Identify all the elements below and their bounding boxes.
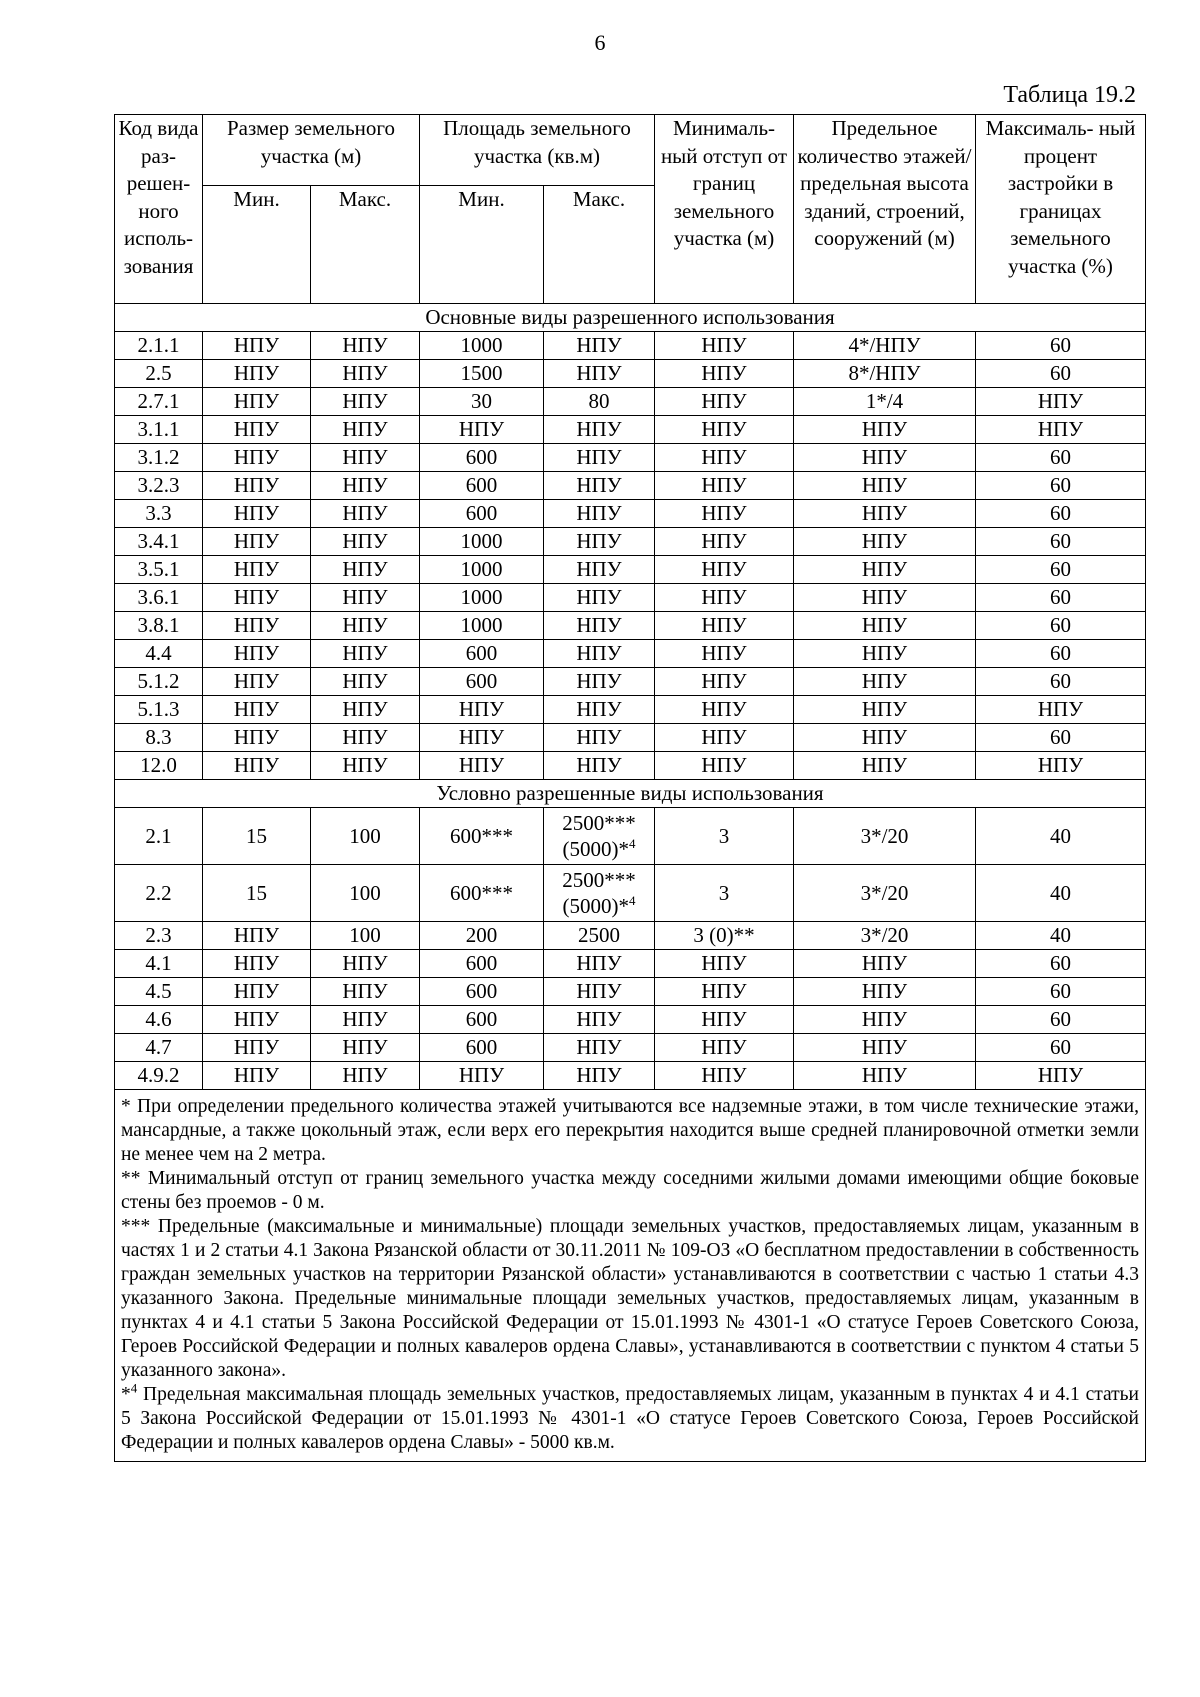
cell-max-area: НПУ: [544, 640, 655, 668]
table-row: [115, 472, 1146, 500]
cell-floors: 8*/НПУ: [794, 360, 976, 388]
cell-indent: НПУ: [655, 388, 794, 416]
table-row: [115, 500, 1146, 528]
cell-max-size: НПУ: [311, 1034, 420, 1062]
cell-indent: НПУ: [655, 1006, 794, 1034]
cell-floors: 4*/НПУ: [794, 332, 976, 360]
cell-floors: 1*/4: [794, 388, 976, 416]
cell-max-size: НПУ: [311, 752, 420, 780]
cell-min-area: 1000: [420, 332, 544, 360]
cell-min-size: НПУ: [203, 1034, 311, 1062]
cell-code: 5.1.2: [115, 668, 203, 696]
cell-floors: НПУ: [794, 696, 976, 724]
table-row: [115, 922, 1146, 950]
cell-floors: 3*/20: [794, 922, 976, 950]
cell-max-area: НПУ: [544, 950, 655, 978]
cell-floors: 3*/20: [794, 865, 976, 922]
footnote-mark: 4: [629, 836, 636, 851]
cell-code: 3.8.1: [115, 612, 203, 640]
cell-max-size: НПУ: [311, 1006, 420, 1034]
cell-max-area: НПУ: [544, 696, 655, 724]
cell-max-area: НПУ: [544, 332, 655, 360]
cell-min-size: НПУ: [203, 752, 311, 780]
cell-min-area: 600: [420, 978, 544, 1006]
table-row: [115, 360, 1146, 388]
cell-max-size: 100: [311, 922, 420, 950]
cell-floors: 3*/20: [794, 808, 976, 865]
section-conditional: Условно разрешенные виды использования: [115, 780, 1146, 808]
cell-floors: НПУ: [794, 528, 976, 556]
cell-floors: НПУ: [794, 950, 976, 978]
cell-percent: 60: [976, 472, 1146, 500]
cell-indent: 3: [655, 808, 794, 865]
cell-indent: НПУ: [655, 472, 794, 500]
footnotes: [115, 1090, 1146, 1462]
cell-indent: НПУ: [655, 584, 794, 612]
cell-indent: НПУ: [655, 528, 794, 556]
table-row: [115, 978, 1146, 1006]
max-area-line-1: 2500***: [562, 811, 636, 835]
cell-max-size: НПУ: [311, 416, 420, 444]
cell-min-area: 600: [420, 500, 544, 528]
cell-floors: НПУ: [794, 668, 976, 696]
cell-min-area: 600***: [420, 865, 544, 922]
cell-max-area: НПУ: [544, 978, 655, 1006]
cell-max-size: НПУ: [311, 724, 420, 752]
cell-indent: НПУ: [655, 612, 794, 640]
cell-max-area: НПУ: [544, 416, 655, 444]
cell-min-size: НПУ: [203, 668, 311, 696]
table-row: [115, 752, 1146, 780]
table-row: [115, 556, 1146, 584]
cell-code: 3.3: [115, 500, 203, 528]
cell-floors: НПУ: [794, 640, 976, 668]
cell-min-area: НПУ: [420, 416, 544, 444]
cell-code: 8.3: [115, 724, 203, 752]
cell-min-size: НПУ: [203, 640, 311, 668]
page-number: 6: [594, 30, 606, 55]
cell-max-area: НПУ: [544, 752, 655, 780]
cell-percent: 60: [976, 360, 1146, 388]
footnote-1: * При определении предельного количества этажей учитываются все надземные этажи, в том числе технические этажи, мансардные, а также цокольный этаж, если верх его перекрытия находится выше средней планировочной отметки земли не менее чем на 2 метра.: [121, 1096, 1139, 1165]
table-row: [115, 388, 1146, 416]
cell-code: 2.2: [115, 865, 203, 922]
cell-min-size: 15: [203, 865, 311, 922]
table-row: [115, 668, 1146, 696]
cell-code: 2.5: [115, 360, 203, 388]
header-floors: Предельное количество этажей/ предельная высота зданий, строений, сооружений (м): [794, 115, 976, 304]
cell-min-size: НПУ: [203, 332, 311, 360]
cell-max-size: НПУ: [311, 584, 420, 612]
cell-code: 3.2.3: [115, 472, 203, 500]
footnote-4: [121, 1380, 1139, 1455]
cell-percent: 40: [976, 865, 1146, 922]
cell-max-size: НПУ: [311, 696, 420, 724]
footnote-4-prefix: *: [121, 1384, 131, 1405]
cell-code: 3.5.1: [115, 556, 203, 584]
cell-max-size: 100: [311, 808, 420, 865]
cell-min-size: НПУ: [203, 444, 311, 472]
cell-min-area: 600: [420, 1034, 544, 1062]
cell-min-area: 600***: [420, 808, 544, 865]
max-area-line-2: (5000)*: [562, 837, 629, 861]
footnote-3: *** Предельные (максимальные и минимальные) площади земельных участков, предоставляемых лицам, указанным в частях 1 и 2 статьи 4.1 Закона Рязанской области от 30.11.2011 № 109-ОЗ «О бесплатном предоставлении в собственность граждан земельных участков на территории Рязанской области» устанавливаются в соответствии с частью 1 статьи 4.3 указанного Закона. Предельные минимальные площади земельных участков, предоставляемых лицам, указанным в пунктах 4 и 4.1 статьи 5 Закона Российской Федерации от 15.01.1993 № 4301-1 «О статусе Героев Советского Союза, Героев Российской Федерации и полных кавалеров ордена Славы», устанавливаются в соответствии с пунктом 4 статьи 5 указанного закона».: [121, 1216, 1139, 1381]
cell-indent: НПУ: [655, 360, 794, 388]
cell-code: 3.6.1: [115, 584, 203, 612]
cell-min-size: НПУ: [203, 584, 311, 612]
cell-percent: 60: [976, 640, 1146, 668]
cell-min-size: НПУ: [203, 696, 311, 724]
cell-indent: НПУ: [655, 640, 794, 668]
footnote-mark: 4: [629, 893, 636, 908]
cell-min-size: НПУ: [203, 528, 311, 556]
cell-min-area: 600: [420, 444, 544, 472]
cell-max-size: НПУ: [311, 388, 420, 416]
cell-max-size: НПУ: [311, 668, 420, 696]
cell-min-area: 1000: [420, 528, 544, 556]
cell-max-area: НПУ: [544, 1006, 655, 1034]
cell-min-size: НПУ: [203, 388, 311, 416]
cell-code: 4.5: [115, 978, 203, 1006]
cell-percent: 60: [976, 332, 1146, 360]
cell-floors: НПУ: [794, 1062, 976, 1090]
table-row: [115, 1006, 1146, 1034]
cell-max-area: НПУ: [544, 668, 655, 696]
cell-max-area: 2500: [544, 922, 655, 950]
cell-min-size: 15: [203, 808, 311, 865]
footnote-4-mark: 4: [130, 1380, 138, 1396]
cell-floors: НПУ: [794, 724, 976, 752]
cell-max-area: НПУ: [544, 612, 655, 640]
cell-floors: НПУ: [794, 444, 976, 472]
cell-min-area: 30: [420, 388, 544, 416]
header-size-group: Размер земельного участка (м): [203, 115, 420, 186]
regulations-table: [114, 114, 1146, 1462]
cell-floors: НПУ: [794, 584, 976, 612]
table-caption: Таблица 19.2: [1003, 82, 1136, 108]
cell-indent: НПУ: [655, 978, 794, 1006]
cell-min-area: 600: [420, 950, 544, 978]
cell-min-size: НПУ: [203, 1006, 311, 1034]
cell-indent: НПУ: [655, 696, 794, 724]
cell-min-area: 600: [420, 1006, 544, 1034]
cell-max-size: НПУ: [311, 1062, 420, 1090]
cell-min-area: 1500: [420, 360, 544, 388]
cell-max-size: НПУ: [311, 556, 420, 584]
cell-floors: НПУ: [794, 612, 976, 640]
cell-indent: НПУ: [655, 416, 794, 444]
cell-min-area: 1000: [420, 612, 544, 640]
cell-min-size: НПУ: [203, 1062, 311, 1090]
cell-code: 4.1: [115, 950, 203, 978]
cell-indent: НПУ: [655, 752, 794, 780]
cell-percent: 60: [976, 500, 1146, 528]
cell-percent: 60: [976, 668, 1146, 696]
header-area-min: Мин.: [420, 186, 544, 304]
cell-code: 2.1: [115, 808, 203, 865]
cell-min-size: НПУ: [203, 500, 311, 528]
cell-floors: НПУ: [794, 556, 976, 584]
table-row: [115, 528, 1146, 556]
cell-max-size: НПУ: [311, 360, 420, 388]
cell-min-area: 600: [420, 472, 544, 500]
header-size-min: Мин.: [203, 186, 311, 304]
header-area-group: Площадь земельного участка (кв.м): [420, 115, 655, 186]
max-area-line-1: 2500***: [562, 868, 636, 892]
cell-max-size: НПУ: [311, 978, 420, 1006]
cell-max-size: НПУ: [311, 472, 420, 500]
cell-min-area: 1000: [420, 584, 544, 612]
cell-percent: 40: [976, 808, 1146, 865]
table-row: [115, 950, 1146, 978]
cell-max-area: НПУ: [544, 472, 655, 500]
table-row: [115, 1034, 1146, 1062]
cell-indent: 3: [655, 865, 794, 922]
cell-indent: НПУ: [655, 556, 794, 584]
cell-max-area: НПУ: [544, 444, 655, 472]
cell-max-area: 80: [544, 388, 655, 416]
cell-code: 4.4: [115, 640, 203, 668]
cell-min-size: НПУ: [203, 472, 311, 500]
cell-percent: 60: [976, 1006, 1146, 1034]
header-size-max: Макс.: [311, 186, 420, 304]
cell-min-area: 200: [420, 922, 544, 950]
cell-code: 5.1.3: [115, 696, 203, 724]
table-row: [115, 696, 1146, 724]
cell-max-size: НПУ: [311, 612, 420, 640]
cell-code: 3.4.1: [115, 528, 203, 556]
cell-max-area: [544, 865, 655, 922]
cell-code: 2.3: [115, 922, 203, 950]
cell-max-area: НПУ: [544, 360, 655, 388]
cell-min-area: НПУ: [420, 696, 544, 724]
cell-max-area: НПУ: [544, 1034, 655, 1062]
cell-percent: 60: [976, 556, 1146, 584]
cell-percent: 60: [976, 1034, 1146, 1062]
cell-percent: 60: [976, 950, 1146, 978]
cell-code: 4.6: [115, 1006, 203, 1034]
cell-percent: 60: [976, 444, 1146, 472]
cell-code: 4.9.2: [115, 1062, 203, 1090]
cell-percent: НПУ: [976, 696, 1146, 724]
cell-indent: НПУ: [655, 1062, 794, 1090]
cell-indent: НПУ: [655, 668, 794, 696]
cell-code: 12.0: [115, 752, 203, 780]
table-row: [115, 444, 1146, 472]
table-row: [115, 612, 1146, 640]
table-row: [115, 640, 1146, 668]
cell-min-size: НПУ: [203, 724, 311, 752]
cell-min-area: 600: [420, 668, 544, 696]
footnote-4-text: Предельная максимальная площадь земельных участков, предоставляемых лицам, указанным в пунктах 4 и 4.1 статьи 5 Закона Российской Федерации от 15.01.1993 № 4301-1 «О статусе Героев Советского Союза, Героев Российской Федерации и полных кавалеров ордена Славы» - 5000 кв.м.: [121, 1384, 1139, 1453]
cell-code: 3.1.2: [115, 444, 203, 472]
cell-floors: НПУ: [794, 978, 976, 1006]
cell-indent: НПУ: [655, 724, 794, 752]
header-percent: Максималь- ный процент застройки в границах земельного участка (%): [976, 115, 1146, 304]
cell-code: 4.7: [115, 1034, 203, 1062]
cell-floors: НПУ: [794, 500, 976, 528]
cell-percent: 40: [976, 922, 1146, 950]
header-area-max: Макс.: [544, 186, 655, 304]
cell-max-area: НПУ: [544, 556, 655, 584]
cell-min-area: 600: [420, 640, 544, 668]
cell-min-size: НПУ: [203, 612, 311, 640]
cell-floors: НПУ: [794, 472, 976, 500]
cell-min-area: НПУ: [420, 1062, 544, 1090]
cell-max-area: НПУ: [544, 584, 655, 612]
footnote-2: ** Минимальный отступ от границ земельного участка между соседними жилыми домами имеющими общие боковые стены без проемов - 0 м.: [121, 1168, 1139, 1213]
cell-indent: 3 (0)**: [655, 922, 794, 950]
table-row: [115, 584, 1146, 612]
cell-percent: 60: [976, 528, 1146, 556]
table-row: [115, 724, 1146, 752]
cell-max-size: НПУ: [311, 500, 420, 528]
cell-indent: НПУ: [655, 444, 794, 472]
cell-max-area: НПУ: [544, 500, 655, 528]
cell-percent: НПУ: [976, 1062, 1146, 1090]
cell-max-size: НПУ: [311, 528, 420, 556]
cell-percent: 60: [976, 584, 1146, 612]
cell-min-area: НПУ: [420, 724, 544, 752]
cell-max-size: 100: [311, 865, 420, 922]
cell-code: 3.1.1: [115, 416, 203, 444]
cell-floors: НПУ: [794, 1034, 976, 1062]
cell-max-size: НПУ: [311, 950, 420, 978]
cell-min-size: НПУ: [203, 416, 311, 444]
cell-min-size: НПУ: [203, 978, 311, 1006]
cell-max-area: НПУ: [544, 528, 655, 556]
cell-floors: НПУ: [794, 1006, 976, 1034]
cell-max-size: НПУ: [311, 332, 420, 360]
cell-percent: НПУ: [976, 388, 1146, 416]
section-main: Основные виды разрешенного использования: [115, 304, 1146, 332]
cell-min-size: НПУ: [203, 950, 311, 978]
cell-min-size: НПУ: [203, 922, 311, 950]
cell-code: 2.1.1: [115, 332, 203, 360]
cell-min-size: НПУ: [203, 360, 311, 388]
cell-percent: 60: [976, 724, 1146, 752]
cell-indent: НПУ: [655, 500, 794, 528]
cell-max-size: НПУ: [311, 640, 420, 668]
cell-percent: НПУ: [976, 416, 1146, 444]
cell-percent: НПУ: [976, 752, 1146, 780]
cell-max-size: НПУ: [311, 444, 420, 472]
cell-max-area: НПУ: [544, 1062, 655, 1090]
cell-min-area: 1000: [420, 556, 544, 584]
cell-min-area: НПУ: [420, 752, 544, 780]
cell-indent: НПУ: [655, 1034, 794, 1062]
table-row: [115, 1062, 1146, 1090]
max-area-line-2: (5000)*: [562, 894, 629, 918]
header-indent: Минималь- ный отступ от границ земельного участка (м): [655, 115, 794, 304]
cell-code: 2.7.1: [115, 388, 203, 416]
cell-max-area: [544, 808, 655, 865]
cell-indent: НПУ: [655, 332, 794, 360]
cell-percent: 60: [976, 612, 1146, 640]
cell-min-size: НПУ: [203, 556, 311, 584]
cell-max-area: НПУ: [544, 724, 655, 752]
table-row: [115, 332, 1146, 360]
cell-percent: 60: [976, 978, 1146, 1006]
header-code: Код вида раз- решен- ного исполь- зования: [115, 115, 203, 304]
cell-indent: НПУ: [655, 950, 794, 978]
table-row: [115, 416, 1146, 444]
cell-floors: НПУ: [794, 416, 976, 444]
cell-floors: НПУ: [794, 752, 976, 780]
